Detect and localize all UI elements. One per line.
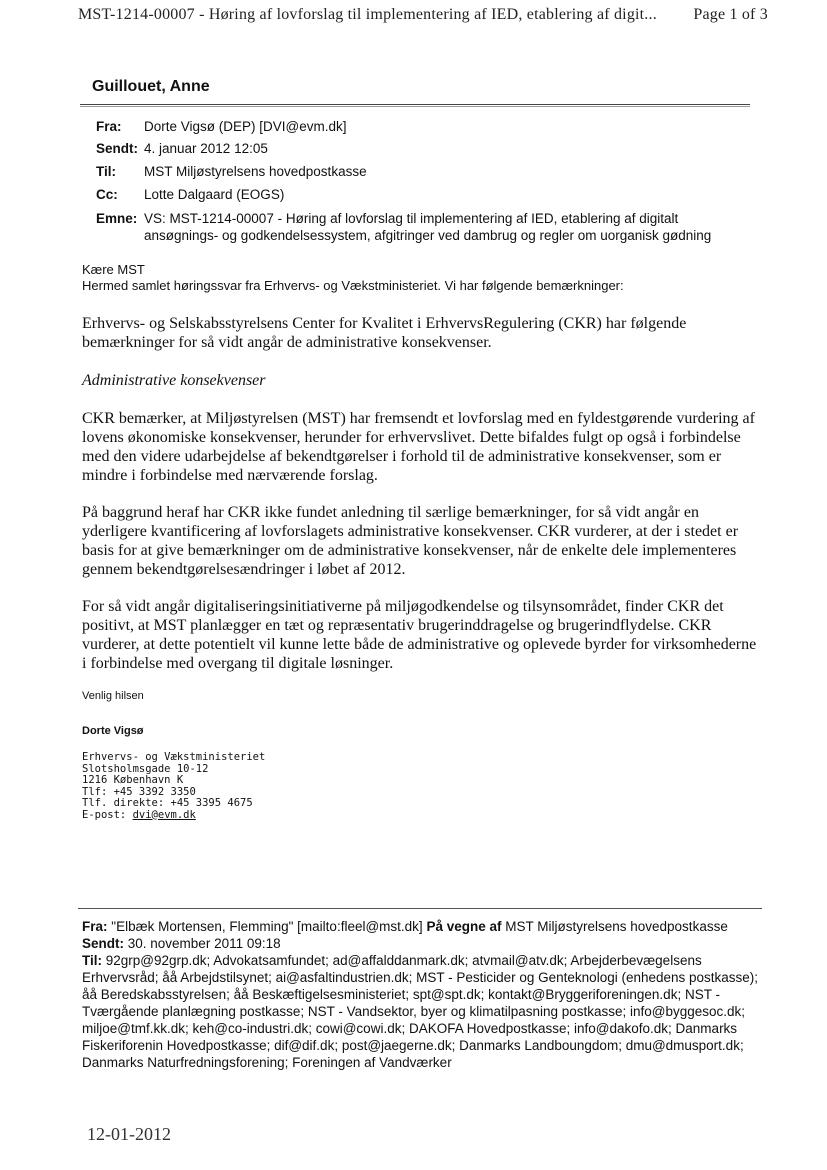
sent-value: 4. januar 2012 12:05 [144,141,268,156]
mailbox-owner-name: Guillouet, Anne [92,78,210,95]
signature-email-link[interactable]: dvi@evm.dk [132,808,196,821]
forwarded-sent-row [82,935,772,952]
forwarded-sent-value: 30. november 2011 09:18 [127,936,281,951]
to-value: MST Miljøstyrelsens hovedpostkasse [144,164,367,179]
forwarded-to-row [82,952,772,1071]
document-header [78,6,768,24]
signature-email-label: E-post: [82,808,127,821]
email-from-row [96,118,347,135]
forwarded-to-value: 92grp@92grp.dk; Advokatsamfundet; ad@affalddanmark.dk; atvmail@atv.dk; Arbejderbevægelsens Erhvervsråd; åå Arbejdstilsynet; ai@asfaltindustrien.dk; MST - Pesticider og Genteknologi (enhedens postkasse); åå Beredskabsstyrelsen; åå Beskæftigelsesministeriet; spt@spt.dk; kontakt@Bryggeriforeningen.dk; NST - Tværgående planlægning postkasse; NST - Vandsektor, byer og klimatilpasning postkasse; info@byggesoc.dk; miljoe@tmf.kk.dk; keh@co-industri.dk; cowi@cowi.dk; DAKOFA Hovedpostkasse; info@dakofo.dk; Danmarks Fiskeriforenin Hovedpostkasse; dif@dif.dk; post@jaegerne.dk; Danmarks Landboungdom; dmu@dmusport.dk; Danmarks Naturfredningsforening; Foreningen af Vandværker [82,953,759,1070]
footer-date: 12-01-2012 [87,1124,171,1144]
page-indicator: Page 1 of 3 [693,6,768,23]
forward-divider [78,908,762,909]
greeting: Kære MST [82,262,145,277]
forwarded-sent-label: Sendt: [82,936,124,951]
on-behalf-value: MST Miljøstyrelsens hovedpostkasse [505,919,728,934]
signature-block [82,752,265,821]
signature-name: Dorte Vigsø [82,725,144,737]
email-sent-row [96,140,268,157]
document-title: MST-1214-00007 - Høring af lovforslag til implementering af IED, etablering af digit... [78,6,657,23]
body-paragraph-3: På baggrund heraf har CKR ikke fundet anledning til særlige bemærkninger, for så vidt angår en yderligere kvantificering af lovforslagets administrative konsekvenser. CKR vurderer, at der i stedet er basis for at give bemærkninger om de administrative konsekvenser, når de enkelte dele implementeres gennem bekendtgørelsesændringer i løbet af 2012. [82,504,739,578]
email-cc-row [96,186,284,203]
header-divider [80,104,750,105]
from-label: Fra: [96,119,122,134]
cc-label: Cc: [96,187,118,202]
closing: Venlig hilsen [82,690,144,702]
email-subject-row [96,210,734,244]
signature-direct-phone: Tlf. direkte: +45 3395 4675 [82,797,253,809]
section-heading: Administrative konsekvenser [82,372,266,389]
sent-label: Sendt: [96,141,138,156]
signature-street: Slotsholmsgade 10-12 [82,762,209,775]
forwarded-message-header [82,918,772,1071]
from-value: Dorte Vigsø (DEP) [DVI@evm.dk] [144,119,347,134]
body-paragraph-4: For så vidt angår digitaliseringsinitiativerne på miljøgodkendelse og tilsynsområdet, finder CKR det positivt, at MST planlægger en tæt og repræsentativ brugerinddragelse og brugerindflydelse. CKR vurderer, at dette potentielt vil kunne lette både de administrative og oplevede byrder for virksomhederne i forbindelse med overgang til digitale løsninger. [82,598,757,672]
email-to-row [96,163,367,180]
intro-text: Hermed samlet høringssvar fra Erhvervs- og Vækstministeriet. Vi har følgende bemærkninger: [82,278,624,293]
forwarded-from-label: Fra: [82,919,108,934]
forwarded-to-label: Til: [82,953,102,968]
body-paragraph-1: Erhvervs- og Selskabsstyrelsens Center for Kvalitet i ErhvervsRegulering (CKR) har følgende bemærkninger for så vidt angår de administrative konsekvenser. [82,315,687,351]
signature-city: 1216 København K [82,774,184,786]
body-paragraph-2: CKR bemærker, at Miljøstyrelsen (MST) har fremsendt et lovforslag med en fyldestgørende vurdering af lovens økonomiske konsekvenser, herunder for erhvervslivet. Dette bifaldes fulgt op også i forbindelse med den videre udarbejdelse af bekendtgørelser i forhold til de administrative konsekvenser, som er mindre i forbindelse med nærværende forslag. [82,410,755,484]
subject-value: VS: MST-1214-00007 - Høring af lovforslag til implementering af IED, etablering af digitalt ansøgnings- og godkendelsessystem, afgitringer ved dambrug og regler om uorganisk gødning [144,211,712,243]
header-divider-secondary [80,106,750,107]
on-behalf-label: På vegne af [426,919,502,934]
signature-phone: Tlf: +45 3392 3350 [82,785,196,798]
signature-org: Erhvervs- og Vækstministeriet [82,751,266,763]
to-label: Til: [96,164,116,179]
forwarded-from-value: "Elbæk Mortensen, Flemming" [mailto:fleel@mst.dk] [111,919,423,934]
forwarded-from-row [82,918,772,935]
signature-email-row [82,810,265,822]
subject-label: Emne: [96,211,138,226]
cc-value: Lotte Dalgaard (EOGS) [144,187,285,202]
